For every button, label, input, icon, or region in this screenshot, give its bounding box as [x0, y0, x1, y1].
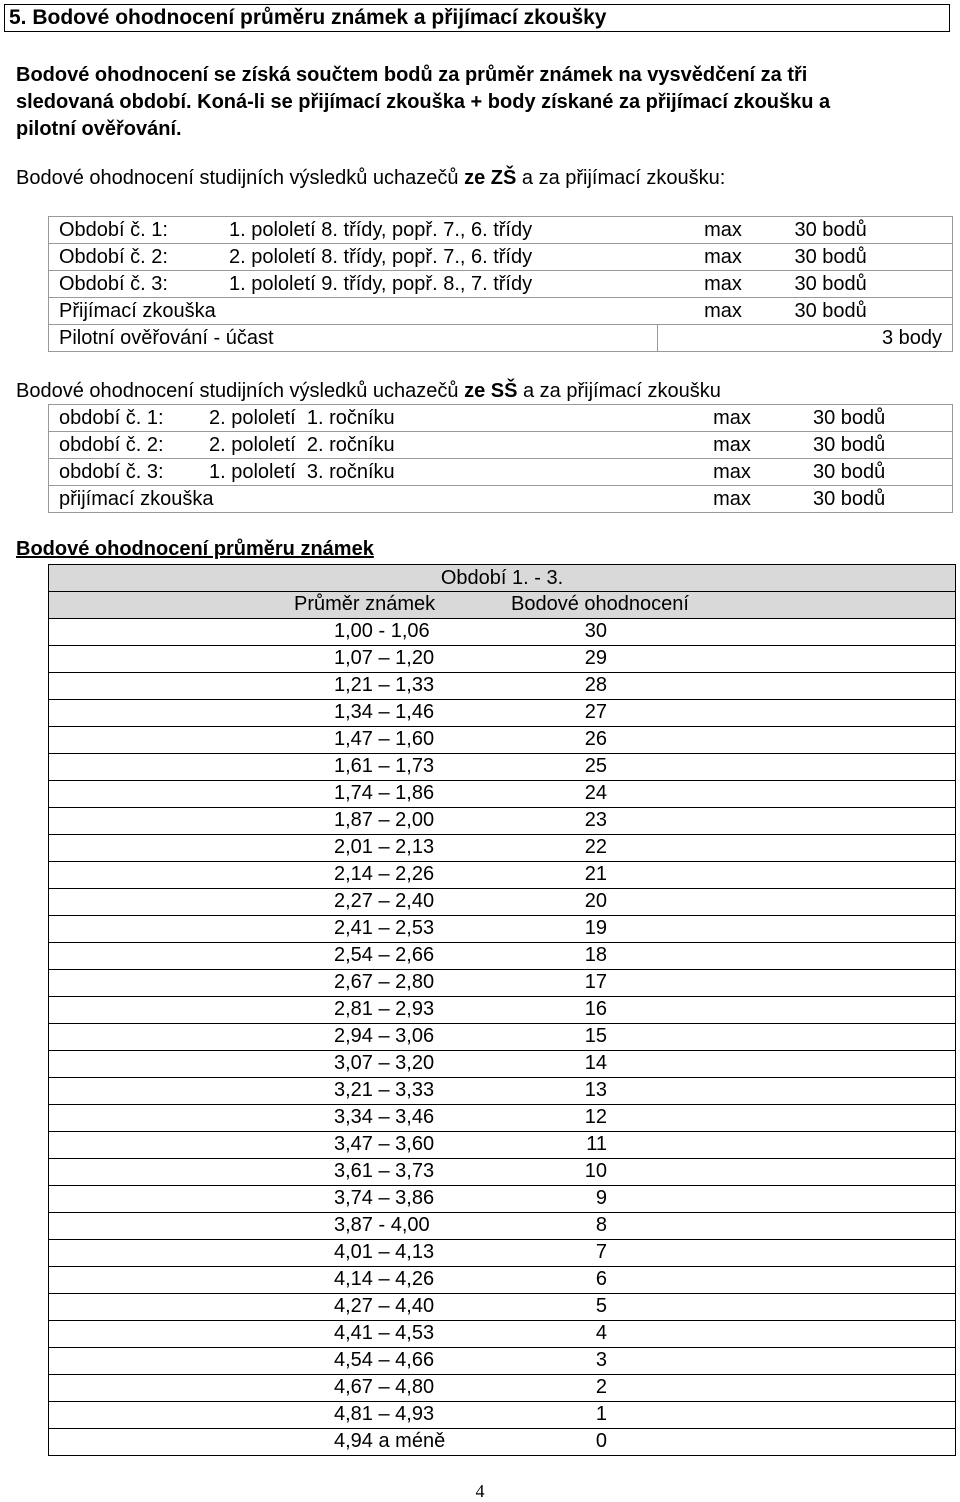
grades-row — [49, 997, 956, 1024]
grade-score: 30 — [584, 620, 607, 642]
grade-score: 15 — [584, 1025, 607, 1047]
grades-title: Bodové ohodnocení průměru známek — [16, 538, 374, 560]
grades-row — [49, 700, 956, 727]
grade-range: 1,34 – 1,46 — [334, 701, 435, 723]
grades-row-cell — [49, 1294, 956, 1321]
grades-row-cell — [49, 646, 956, 673]
grades-row-cell — [49, 1024, 956, 1051]
ss-points: 30 bodů — [807, 432, 953, 459]
ss-heading — [16, 379, 721, 403]
grade-score: 26 — [584, 728, 607, 750]
grades-row-cell — [49, 1213, 956, 1240]
grade-score: 22 — [584, 836, 607, 858]
grades-row — [49, 673, 956, 700]
grade-score: 24 — [584, 782, 607, 804]
grade-score: 4 — [595, 1322, 607, 1344]
grades-row — [49, 808, 956, 835]
grades-row-cell — [49, 1186, 956, 1213]
section-heading: 5. Bodové ohodnocení průměru známek a přijímací zkoušky — [4, 4, 950, 32]
ss-points: 30 bodů — [807, 405, 953, 432]
grade-score: 29 — [584, 647, 607, 669]
grades-row — [49, 727, 956, 754]
ss-period: období č. 2: — [59, 433, 164, 456]
grades-row-cell — [49, 619, 956, 646]
grades-row — [49, 943, 956, 970]
grades-row-cell — [49, 1051, 956, 1078]
zs-heading-bold: ze ZŠ — [464, 167, 517, 189]
grades-row — [49, 1267, 956, 1294]
grades-row — [49, 1375, 956, 1402]
ss-heading-post: a za přijímací zkoušku — [517, 380, 721, 402]
grades-row-cell — [49, 1375, 956, 1402]
grade-score: 12 — [584, 1106, 607, 1128]
zs-period-desc: 1. pololetí 9. třídy, popř. 8., 7. třídy — [229, 272, 533, 295]
ss-row — [49, 432, 953, 459]
grades-table — [48, 564, 956, 1456]
grades-row — [49, 889, 956, 916]
grades-row-cell — [49, 862, 956, 889]
ss-period: období č. 1: — [59, 406, 164, 429]
ss-row-description-cell — [49, 405, 658, 432]
zs-row-description-cell — [49, 244, 658, 271]
zs-max: max — [658, 244, 789, 271]
ss-row — [49, 405, 953, 432]
grade-range: 4,81 – 4,93 — [334, 1403, 435, 1425]
grades-row-cell — [49, 1429, 956, 1456]
grade-range: 4,14 – 4,26 — [334, 1268, 435, 1290]
grade-range: 4,67 – 4,80 — [334, 1376, 435, 1398]
grades-row — [49, 916, 956, 943]
grade-score: 5 — [595, 1295, 607, 1317]
grades-row — [49, 1429, 956, 1456]
grade-range: 1,00 - 1,06 — [334, 620, 430, 642]
grades-row-cell — [49, 889, 956, 916]
zs-pilot-points: 3 body — [658, 325, 953, 352]
ss-max: max — [657, 459, 807, 486]
grades-row — [49, 1105, 956, 1132]
zs-pilot-row — [49, 325, 953, 352]
grade-score: 23 — [584, 809, 607, 831]
grades-col-score: Bodové ohodnocení — [511, 593, 689, 615]
grades-row — [49, 1321, 956, 1348]
grades-row-cell — [49, 1348, 956, 1375]
zs-row-description-cell — [49, 217, 658, 244]
grade-score: 7 — [595, 1241, 607, 1263]
zs-row — [49, 271, 953, 298]
grades-row-cell — [49, 970, 956, 997]
grades-row — [49, 1348, 956, 1375]
grades-row-cell — [49, 1240, 956, 1267]
grade-score: 8 — [595, 1214, 607, 1236]
grades-row — [49, 835, 956, 862]
grade-range: 4,94 a méně — [334, 1430, 446, 1452]
grade-score: 2 — [595, 1376, 607, 1398]
intro-line-2: sledovaná období. Koná-li se přijímací zkouška + body získané za přijímací zkoušku a — [16, 91, 831, 113]
zs-period-desc: 1. pololetí 8. třídy, popř. 7., 6. třídy — [229, 218, 533, 241]
zs-row-description-cell — [49, 298, 658, 325]
zs-period-desc: 2. pololetí 8. třídy, popř. 7., 6. třídy — [229, 245, 533, 268]
grade-range: 3,61 – 3,73 — [334, 1160, 435, 1182]
grades-column-headers — [49, 592, 956, 619]
grade-score: 3 — [595, 1349, 607, 1371]
ss-row-description-cell — [49, 432, 658, 459]
intro-paragraph — [16, 62, 946, 143]
grades-col-avg: Průměr známek — [294, 593, 436, 615]
ss-points: 30 bodů — [807, 459, 953, 486]
grade-range: 2,54 – 2,66 — [334, 944, 435, 966]
zs-row — [49, 244, 953, 271]
grades-row-cell — [49, 781, 956, 808]
grades-period-header: Období 1. - 3. — [49, 565, 956, 592]
grade-score: 21 — [584, 863, 607, 885]
zs-points: 30 bodů — [789, 244, 953, 271]
grade-range: 3,47 – 3,60 — [334, 1133, 435, 1155]
grades-row-cell — [49, 997, 956, 1024]
grade-range: 4,41 – 4,53 — [334, 1322, 435, 1344]
grade-range: 2,41 – 2,53 — [334, 917, 435, 939]
grade-score: 1 — [595, 1403, 607, 1425]
grades-row — [49, 1294, 956, 1321]
ss-max: max — [657, 486, 807, 513]
grade-range: 2,94 – 3,06 — [334, 1025, 435, 1047]
grade-range: 2,01 – 2,13 — [334, 836, 435, 858]
grades-row-cell — [49, 808, 956, 835]
ss-heading-pre: Bodové ohodnocení studijních výsledků uchazečů — [16, 380, 465, 402]
zs-pilot-label: Pilotní ověřování - účast — [49, 325, 658, 352]
grades-row-cell — [49, 943, 956, 970]
grades-row-cell — [49, 1159, 956, 1186]
grades-row-cell — [49, 916, 956, 943]
grades-row-cell — [49, 1402, 956, 1429]
ss-row — [49, 459, 953, 486]
zs-heading-post: a za přijímací zkoušku: — [516, 167, 726, 189]
grade-range: 1,87 – 2,00 — [334, 809, 435, 831]
grade-range: 1,21 – 1,33 — [334, 674, 435, 696]
grade-score: 28 — [584, 674, 607, 696]
grade-range: 2,81 – 2,93 — [334, 998, 435, 1020]
grades-row-cell — [49, 1321, 956, 1348]
ss-heading-bold: ze SŠ — [464, 380, 518, 402]
grades-row-cell — [49, 1105, 956, 1132]
ss-row — [49, 486, 953, 513]
grades-row-cell — [49, 727, 956, 754]
grade-score: 6 — [595, 1268, 607, 1290]
grade-score: 10 — [584, 1160, 607, 1182]
ss-row-description-cell — [49, 459, 658, 486]
zs-period: Období č. 1: — [59, 218, 168, 241]
intro-line-3: pilotní ověřování. — [16, 118, 182, 140]
grade-range: 2,27 – 2,40 — [334, 890, 435, 912]
zs-points: 30 bodů — [789, 217, 953, 244]
grade-score: 27 — [584, 701, 607, 723]
grade-range: 4,01 – 4,13 — [334, 1241, 435, 1263]
grade-score: 0 — [595, 1430, 607, 1452]
grades-row — [49, 1213, 956, 1240]
ss-period: přijímací zkouška — [59, 487, 214, 510]
grades-row — [49, 619, 956, 646]
grades-row — [49, 970, 956, 997]
grade-range: 4,54 – 4,66 — [334, 1349, 435, 1371]
zs-row-description-cell — [49, 271, 658, 298]
zs-max: max — [658, 217, 789, 244]
grade-range: 1,61 – 1,73 — [334, 755, 435, 777]
zs-heading-pre: Bodové ohodnocení studijních výsledků uchazečů — [16, 167, 465, 189]
grades-row — [49, 1186, 956, 1213]
grade-score: 14 — [584, 1052, 607, 1074]
zs-max: max — [658, 298, 789, 325]
grades-row — [49, 1051, 956, 1078]
zs-row — [49, 298, 953, 325]
ss-period-desc: 1. pololetí 3. ročníku — [209, 460, 395, 483]
grade-range: 4,27 – 4,40 — [334, 1295, 435, 1317]
grades-row — [49, 1132, 956, 1159]
ss-max: max — [657, 432, 807, 459]
grade-range: 1,07 – 1,20 — [334, 647, 435, 669]
grade-score: 18 — [584, 944, 607, 966]
grades-row — [49, 1240, 956, 1267]
ss-points: 30 bodů — [807, 486, 953, 513]
grades-header-period-row — [49, 565, 956, 592]
grades-row — [49, 862, 956, 889]
grades-row-cell — [49, 1132, 956, 1159]
grade-range: 3,21 – 3,33 — [334, 1079, 435, 1101]
grades-header-cols-row — [49, 592, 956, 619]
grade-score: 16 — [584, 998, 607, 1020]
grade-range: 3,74 – 3,86 — [334, 1187, 435, 1209]
grades-row — [49, 754, 956, 781]
zs-table — [48, 216, 953, 352]
ss-row-description-cell — [49, 486, 658, 513]
zs-row — [49, 217, 953, 244]
zs-points: 30 bodů — [789, 271, 953, 298]
grade-score: 9 — [595, 1187, 607, 1209]
intro-line-1: Bodové ohodnocení se získá součtem bodů za průměr známek na vysvědčení za tři — [16, 64, 808, 86]
grades-row-cell — [49, 1267, 956, 1294]
ss-table — [48, 404, 953, 513]
grade-range: 1,47 – 1,60 — [334, 728, 435, 750]
zs-heading — [16, 166, 725, 190]
grades-row-cell — [49, 754, 956, 781]
grades-row-cell — [49, 1078, 956, 1105]
grade-score: 19 — [584, 917, 607, 939]
page-number: 4 — [475, 1481, 485, 1501]
grades-row — [49, 1078, 956, 1105]
grades-row — [49, 646, 956, 673]
grade-range: 3,07 – 3,20 — [334, 1052, 435, 1074]
grade-range: 2,67 – 2,80 — [334, 971, 435, 993]
zs-period: Přijímací zkouška — [59, 299, 216, 322]
grade-range: 3,34 – 3,46 — [334, 1106, 435, 1128]
grade-score: 20 — [584, 890, 607, 912]
grades-row-cell — [49, 835, 956, 862]
ss-period-desc: 2. pololetí 1. ročníku — [209, 406, 395, 429]
zs-period: Období č. 2: — [59, 245, 168, 268]
grade-range: 1,74 – 1,86 — [334, 782, 435, 804]
grades-row — [49, 781, 956, 808]
ss-period: období č. 3: — [59, 460, 164, 483]
grade-range: 3,87 - 4,00 — [334, 1214, 430, 1236]
grade-score: 17 — [584, 971, 607, 993]
grade-score: 11 — [586, 1133, 607, 1155]
zs-max: max — [658, 271, 789, 298]
grade-range: 2,14 – 2,26 — [334, 863, 435, 885]
zs-points: 30 bodů — [789, 298, 953, 325]
ss-max: max — [657, 405, 807, 432]
grades-row — [49, 1159, 956, 1186]
ss-period-desc: 2. pololetí 2. ročníku — [209, 433, 395, 456]
grade-score: 25 — [584, 755, 607, 777]
grades-row — [49, 1024, 956, 1051]
grade-score: 13 — [584, 1079, 607, 1101]
grades-row-cell — [49, 700, 956, 727]
grades-row — [49, 1402, 956, 1429]
grades-row-cell — [49, 673, 956, 700]
zs-period: Období č. 3: — [59, 272, 168, 295]
